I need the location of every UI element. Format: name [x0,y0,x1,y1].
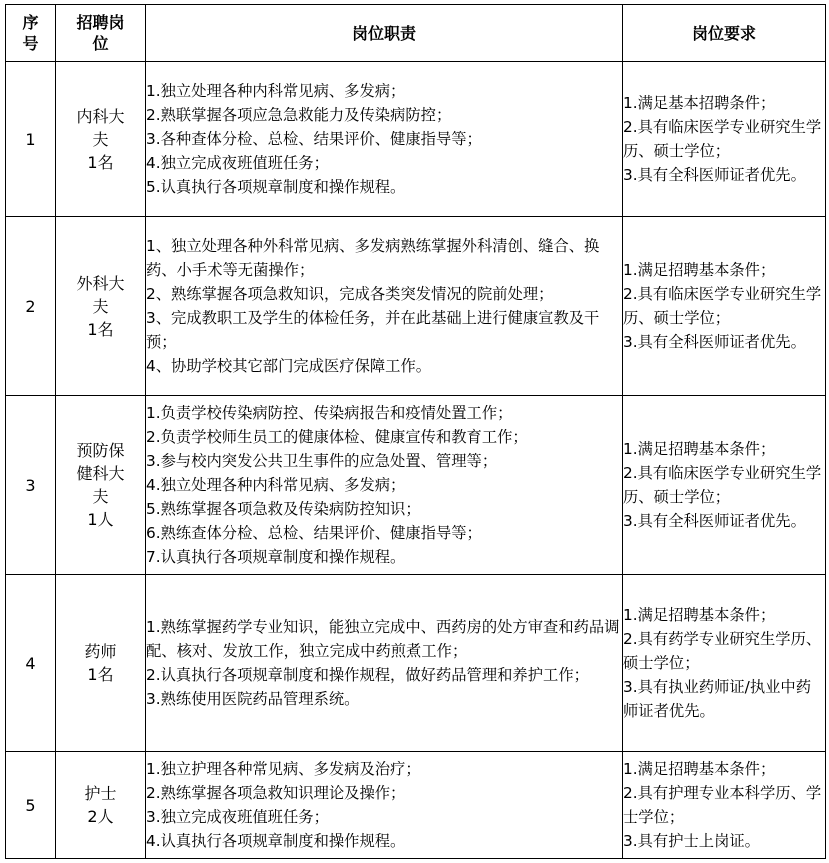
position-line: 药师 [84,642,117,661]
row-requirements [623,396,826,575]
row-requirements [623,217,826,396]
row-duties [146,217,623,396]
position-line: 夫 [92,487,109,506]
row-position [56,575,146,752]
position-line: 护士 [84,784,117,803]
duty-item: 5.熟练掌握各项急救及传染病防控知识； [146,500,421,518]
requirement-item: 3.具有全科医师证者优先。 [623,333,806,351]
duty-item: 1.负责学校传染病防控、传染病报告和疫情处置工作； [146,404,513,422]
requirement-item: 1.满足招聘基本条件； [623,440,776,458]
position-line: 夫 [92,129,109,149]
header-requirements: 岗位要求 [623,5,826,62]
duty-item: 2、熟练掌握各项急救知识，完成各类突发情况的院前处理； [146,285,554,303]
table-row [6,396,826,575]
row-position [56,62,146,217]
header-duties: 岗位职责 [146,5,623,62]
requirement-item: 1.满足招聘基本条件； [623,606,776,624]
duty-item: 3.各种查体分检、总检、结果评价、健康指导等； [146,130,482,148]
position-line: 1名 [87,152,114,172]
table-row [6,752,826,859]
duty-item: 7.认真执行各项规章制度和操作规程。 [146,548,406,566]
requirement-item: 1.满足基本招聘条件； [623,94,776,112]
duty-item: 3.熟练使用医院药品管理系统。 [146,690,360,708]
position-line: 1名 [87,665,114,684]
requirement-item: 2.具有临床医学专业研究生学历、硕士学位； [623,464,822,506]
requirement-item: 3.具有护士上岗证。 [623,832,760,850]
row-duties [146,575,623,752]
row-requirements [623,62,826,217]
row-seq: 5 [6,752,56,859]
position-line: 健科大 [76,464,125,483]
row-seq: 1 [6,62,56,217]
duty-item: 2.熟练掌握各项急救知识理论及操作； [146,784,406,802]
row-seq: 4 [6,575,56,752]
row-requirements [623,575,826,752]
header-seq-line: 号 [22,34,39,53]
row-position [56,752,146,859]
header-seq [6,5,56,62]
duty-item: 6.熟练查体分检、总检、结果评价、健康指导等； [146,524,482,542]
recruitment-table [5,4,826,859]
duty-item: 3、完成教职工及学生的体检任务，并在此基础上进行健康宣教及干预； [146,309,600,351]
duty-item: 1、独立处理各种外科常见病、多发病熟练掌握外科清创、缝合、换药、小手术等无菌操作； [146,237,600,279]
requirement-item: 3.具有全科医师证者优先。 [623,166,806,184]
row-seq: 3 [6,396,56,575]
duty-item: 4、协助学校其它部门完成医疗保障工作。 [146,357,432,375]
header-position-line: 位 [92,34,109,53]
duty-item: 1.独立护理各种常见病、多发病及治疗； [146,760,421,778]
position-line: 1人 [87,510,114,529]
position-line: 2人 [87,807,114,826]
requirement-item: 2.具有临床医学专业研究生学历、硕士学位； [623,285,822,327]
requirement-item: 2.具有药学专业研究生学历、硕士学位； [623,630,822,672]
position-line: 内科大 [76,106,125,126]
requirement-item: 2.具有临床医学专业研究生学历、硕士学位； [623,118,822,160]
row-position [56,217,146,396]
position-line: 外科大 [76,273,125,293]
table-row [6,62,826,217]
row-duties [146,62,623,217]
table-row [6,575,826,752]
duty-item: 2.认真执行各项规章制度和操作规程，做好药品管理和养护工作； [146,666,589,684]
duty-item: 5.认真执行各项规章制度和操作规程。 [146,178,406,196]
header-position-line: 招聘岗 [76,13,125,32]
duty-item: 1.熟练掌握药学专业知识，能独立完成中、西药房的处方审查和药品调配、核对、发放工作，独立完成中药煎煮工作； [146,618,620,660]
header-position [56,5,146,62]
duty-item: 4.认真执行各项规章制度和操作规程。 [146,832,406,850]
duty-item: 3.参与校内突发公共卫生事件的应急处置、管理等； [146,452,498,470]
duty-item: 4.独立处理各种内科常见病、多发病； [146,476,406,494]
requirement-item: 1.满足招聘基本条件； [623,760,776,778]
requirement-item: 1.满足招聘基本条件； [623,261,776,279]
row-requirements [623,752,826,859]
position-line: 预防保 [76,441,125,460]
table-row [6,217,826,396]
requirement-item: 3.具有全科医师证者优先。 [623,512,806,530]
row-seq: 2 [6,217,56,396]
duty-item: 2.负责学校师生员工的健康体检、健康宣传和教育工作； [146,428,528,446]
duty-item: 2.熟联掌握各项应急急救能力及传染病防控； [146,106,452,124]
row-duties [146,752,623,859]
row-position [56,396,146,575]
position-line: 1名 [87,319,114,339]
position-line: 夫 [92,296,109,316]
requirement-item: 2.具有护理专业本科学历、学士学位； [623,784,822,826]
header-seq-line: 序 [22,13,39,32]
requirement-item: 3.具有执业药师证/执业中药师证者优先。 [623,678,812,720]
row-duties [146,396,623,575]
duty-item: 4.独立完成夜班值班任务； [146,154,329,172]
duty-item: 3.独立完成夜班值班任务； [146,808,329,826]
header-row [6,5,826,62]
duty-item: 1.独立处理各种内科常见病、多发病； [146,82,406,100]
